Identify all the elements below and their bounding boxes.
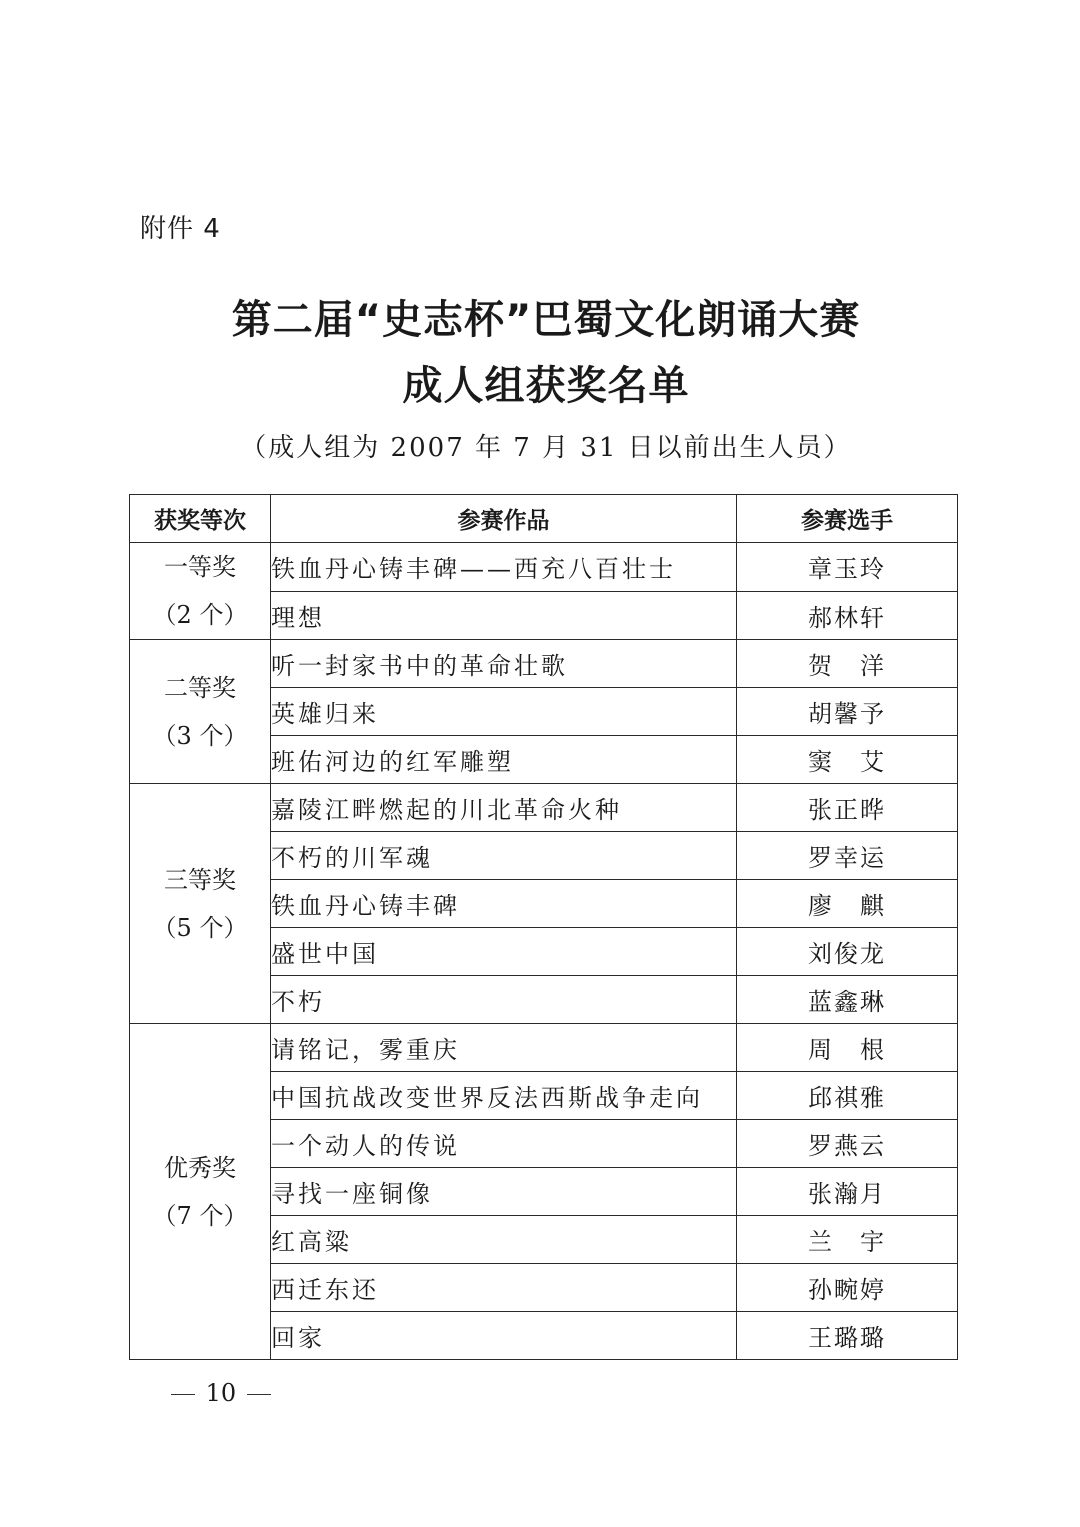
dash-right [247, 1394, 271, 1395]
award-level-name: 优秀奖 [164, 1153, 236, 1182]
player-name: 胡馨予 [737, 688, 958, 736]
award-level-name: 一等奖 [164, 553, 236, 581]
award-count: （5 个） [152, 913, 248, 942]
awards-table [129, 494, 958, 1360]
work-title: 西迁东还 [271, 1264, 737, 1312]
work-title: 英雄归来 [271, 688, 737, 736]
work-title: 红高粱 [271, 1216, 737, 1264]
player-name: 张瀚月 [737, 1168, 958, 1216]
award-level-cell [130, 1024, 271, 1360]
page-number: 10 [205, 1379, 237, 1407]
work-title: 嘉陵江畔燃起的川北革命火种 [271, 784, 737, 832]
header-award-level: 获奖等次 [130, 495, 271, 543]
player-name: 兰 宇 [737, 1216, 958, 1264]
table-row [130, 1024, 958, 1072]
work-title: 理想 [271, 591, 737, 640]
award-level-cell [130, 640, 271, 784]
player-name: 窦 艾 [737, 736, 958, 784]
player-name: 邱祺雅 [737, 1072, 958, 1120]
player-name: 贺 洋 [737, 640, 958, 688]
player-name: 周 根 [737, 1024, 958, 1072]
work-title: 请铭记，雾重庆 [271, 1024, 737, 1072]
table-row [130, 784, 958, 832]
document-title: 第二届“史志杯”巴蜀文化朗诵大赛 [231, 297, 861, 343]
player-name: 郝林轩 [737, 591, 958, 640]
work-title: 不朽的川军魂 [271, 832, 737, 880]
award-level-name: 二等奖 [164, 673, 236, 702]
header-player: 参赛选手 [737, 495, 958, 543]
work-title: 寻找一座铜像 [271, 1168, 737, 1216]
player-name: 张正晔 [737, 784, 958, 832]
header-work: 参赛作品 [271, 495, 737, 543]
player-name: 刘俊龙 [737, 928, 958, 976]
award-count: （3 个） [152, 721, 248, 750]
award-level-cell [130, 784, 271, 1024]
player-name: 蓝鑫琳 [737, 976, 958, 1024]
award-level-cell [130, 543, 271, 640]
award-level-name: 三等奖 [164, 865, 236, 894]
player-name: 廖 麒 [737, 880, 958, 928]
table-row [130, 543, 958, 592]
document-subtitle-title: 成人组获奖名单 [402, 363, 690, 409]
work-title: 中国抗战改变世界反法西斯战争走向 [271, 1072, 737, 1120]
dash-left [171, 1394, 195, 1395]
attachment-label: 附件 4 [140, 214, 221, 244]
table-header-row [130, 495, 958, 543]
work-title: 铁血丹心铸丰碑 [271, 880, 737, 928]
work-title: 一个动人的传说 [271, 1120, 737, 1168]
player-name: 孙畹婷 [737, 1264, 958, 1312]
award-count: （7 个） [152, 1201, 248, 1230]
eligibility-note: （成人组为 2007 年 7 月 31 日以前出生人员） [240, 433, 852, 463]
player-name: 章玉玲 [737, 543, 958, 592]
work-title: 不朽 [271, 976, 737, 1024]
player-name: 罗幸运 [737, 832, 958, 880]
work-title: 铁血丹心铸丰碑——西充八百壮士 [271, 543, 737, 592]
award-count: （2 个） [152, 601, 248, 629]
work-title: 听一封家书中的革命壮歌 [271, 640, 737, 688]
work-title: 班佑河边的红军雕塑 [271, 736, 737, 784]
work-title: 盛世中国 [271, 928, 737, 976]
table-row [130, 640, 958, 688]
player-name: 罗燕云 [737, 1120, 958, 1168]
player-name: 王璐璐 [737, 1312, 958, 1360]
work-title: 回家 [271, 1312, 737, 1360]
page-footer [168, 1379, 274, 1407]
